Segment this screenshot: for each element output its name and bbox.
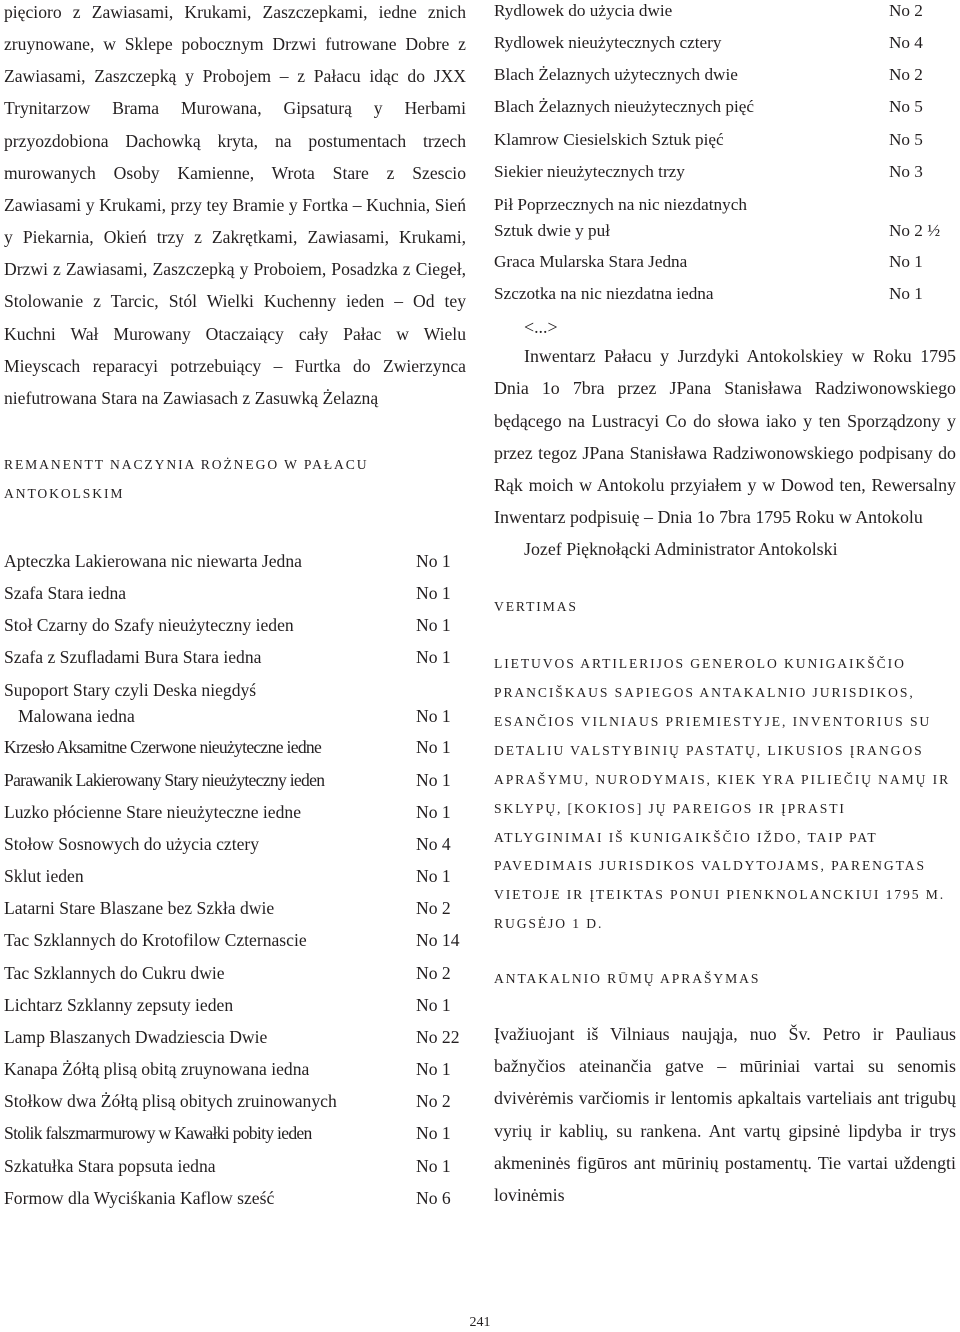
item-qty: No 14 xyxy=(416,930,460,951)
list-item xyxy=(4,731,466,763)
inventory-list xyxy=(4,545,466,1214)
item-name: Latarni Stare Blaszane bez Szkła dwie xyxy=(4,898,275,919)
item-name: Szafa z Szufladami Bura Stara iedna xyxy=(4,647,262,668)
item-qty: No 2 xyxy=(416,1091,451,1112)
item-name-line1: Supoport Stary czyli Deska niegdyś xyxy=(4,680,257,701)
item-qty: No 22 xyxy=(416,1026,460,1047)
item-name xyxy=(494,192,889,244)
item-qty: No 1 xyxy=(416,1059,451,1080)
list-item xyxy=(494,0,956,27)
item-qty: No 1 xyxy=(416,706,451,727)
item-qty: No 3 xyxy=(889,161,923,181)
item-qty: No 1 xyxy=(416,647,451,668)
item-name: Siekier nieużytecznych trzy xyxy=(494,161,685,181)
list-item xyxy=(4,828,466,860)
item-qty: No 2 xyxy=(889,65,923,85)
lithuanian-paragraph: Įvažiuojant iš Vilniaus naująja, nuo Šv. Petro ir Pauliaus bažnyčios ateinančia gatve – mūriniai vartai su senomis dvivėrėmis varčiomis ir lentomis apkaltais varteliais ant trigubų vyrių ir kablių, su rankena. Ant vartų gipsinė lipdyba ir trys akmeninės figūros ant mūrinių postamentų. Tie vartai uždengti lovinėmis xyxy=(494,1024,956,1205)
list-item xyxy=(4,924,466,956)
page-number: 241 xyxy=(469,1315,491,1330)
item-name: Apteczka Lakierowana nic niewarta Jedna xyxy=(4,550,302,571)
list-item xyxy=(4,1182,466,1214)
list-item xyxy=(4,545,466,577)
item-name: Stołkow dwa Żółtą plisą obitych zruinowanych xyxy=(4,1091,337,1112)
list-item xyxy=(4,957,466,989)
item-name: Blach Żelaznych użytecznych dwie xyxy=(494,65,738,85)
list-item xyxy=(4,609,466,641)
list-item xyxy=(4,1117,466,1149)
item-name-line2: Malowana iedna xyxy=(18,706,135,727)
translation-heading: VERTIMAS xyxy=(494,599,578,615)
list-item xyxy=(4,1053,466,1085)
list-item xyxy=(4,796,466,828)
list-item xyxy=(4,641,466,673)
list-item xyxy=(494,278,956,310)
list-item xyxy=(494,156,956,188)
inventory-heading: REMANENTT NACZYNIA ROŻNEGO W PAŁACU ANTOKOLSKIM xyxy=(4,457,369,501)
item-name: Lamp Blaszanych Dwadziescia Dwie xyxy=(4,1026,268,1047)
item-name-line1: Pił Poprzecznych na nic niezdatnych xyxy=(494,194,747,214)
item-name: Klamrow Ciesielskich Sztuk pięć xyxy=(494,129,724,149)
item-name: Blach Żelaznych nieużytecznych pięć xyxy=(494,97,755,117)
item-qty: No 5 xyxy=(889,129,923,149)
list-item xyxy=(4,577,466,609)
item-qty: No 2 xyxy=(416,962,451,983)
signature-line: Jozef Pięknołącki Administrator Antokolski xyxy=(524,539,838,560)
inventory-list-continued xyxy=(494,0,956,310)
list-item xyxy=(4,989,466,1021)
item-name: Rydlowek nieużytecznych cztery xyxy=(494,33,722,53)
item-qty: No 4 xyxy=(416,833,451,854)
item-qty: No 1 xyxy=(416,550,451,571)
item-name: Graca Mularska Stara Jedna xyxy=(494,251,688,271)
item-qty: No 1 xyxy=(416,737,451,758)
item-qty: No 1 xyxy=(416,769,451,790)
item-name: Kanapa Żółtą plisą obitą zruynowana iedna xyxy=(4,1059,310,1080)
list-item xyxy=(4,1150,466,1182)
list-item xyxy=(494,192,956,244)
list-item xyxy=(494,59,956,91)
item-qty: No 5 xyxy=(889,97,923,117)
item-qty: No 1 xyxy=(416,866,451,887)
item-qty: No 1 xyxy=(416,801,451,822)
item-name: Krzesło Aksamitne Czerwone nieużyteczne iedne xyxy=(4,737,322,758)
item-name: Parawanik Lakierowany Stary nieużyteczny ieden xyxy=(4,769,325,790)
item-qty: No 1 xyxy=(416,994,451,1015)
lithuanian-title-heading: LIETUVOS ARTILERIJOS GENEROLO KUNIGAIKŠČIO PRANCIŠKAUS SAPIEGOS ANTAKALNIO JURISDIKOS, ESANČIOS VILNIAUS PRIEMIESTYJE, INVENTORIUS SU DETALIU VALSTYBINIŲ PASTATŲ, LIKUSIOS ĮRANGOS APRAŠYMU, NURODYMAIS, KIEK YRA PILIEČIŲ NAMŲ IR SKLYPŲ, [KOKIOS] JŲ PAREIGOS IR ĮPRASTI ATLYGINIMAI IŠ KUNIGAIKŠČIO IŽDO, TAIP PAT PAVEDIMAIS JURISDIKOS VALDYTOJAMS, PARENGTAS VIETOJE IR ĮTEIKTAS PONUI PIENKNOLANCKIUI 1795 M. RUGSĖJO 1 D. xyxy=(494,656,951,932)
item-name: Stołow Sosnowych do użycia cztery xyxy=(4,833,260,854)
item-qty: No 1 xyxy=(889,284,923,304)
item-name: Luzko płócienne Stare nieużyteczne iedne xyxy=(4,801,301,822)
list-item xyxy=(494,91,956,123)
list-item xyxy=(4,764,466,796)
right-column xyxy=(494,0,956,1211)
item-qty: No 1 xyxy=(416,615,451,636)
item-name: Lichtarz Szklanny zepsuty ieden xyxy=(4,994,234,1015)
left-column xyxy=(4,0,466,1214)
item-qty: No 2 xyxy=(889,1,923,20)
list-item xyxy=(494,27,956,59)
list-item xyxy=(4,892,466,924)
elision-mark: <...> xyxy=(524,317,558,338)
intro-paragraph: pięcioro z Zawiasami, Krukami, Zaszczepkami, iedne znich zruynowane, w Sklepe pobocznym Drzwi futrowane Dobre z Zawiasami, Zaszczepką y Probojem – z Pałacu idąc do JXX Trynitarzow Brama Murowana, Gipsaturą y Herbami przyozdobiona Dachowką kryta, na postumentach trzech murowanych Osoby Kamienne, Wrota Stare z Szescio Zawiasami y Krukami, przy tey Bramie y Fortka – Kuchnia, Sień y Piekarnia, Okień trzy z Zakrętkami, Zawiasami, Krukami, Drzwi z Zawiasami, Zaszczepką y Proboiem, Posadzka z Ciegeł, Stolowanie z Tarcic, Stól Wielki Kuchenny ieden – Od tey Kuchni Wał Murowany Otaczaiący cały Pałac w Wielu Mieyscach reparacyi potrzebuiący – Furtka do Zwierzynca niefutrowana Stara na Zawiasach z Zasuwką Żelazną xyxy=(4,2,466,408)
list-item xyxy=(4,1085,466,1117)
item-qty: No 1 xyxy=(416,583,451,603)
item-name: Stolik falszmarmurowy w Kawałki pobity ieden xyxy=(4,1123,312,1144)
item-name: Sklut ieden xyxy=(4,866,84,887)
item-name: Tac Szklannych do Krotofilow Czternascie xyxy=(4,930,307,951)
list-item xyxy=(494,246,956,278)
item-qty: No 4 xyxy=(889,33,923,53)
palace-description-heading: ANTAKALNIO RŪMŲ APRAŠYMAS xyxy=(494,971,761,987)
item-name: Szkatułka Stara popsuta iedna xyxy=(4,1155,216,1176)
item-qty: No 1 xyxy=(416,1155,451,1176)
item-qty: No 1 xyxy=(889,251,923,271)
item-name: Rydlowek do użycia dwie xyxy=(494,1,673,20)
item-qty: No 6 xyxy=(416,1187,451,1208)
item-qty: No 2 xyxy=(416,898,451,919)
item-name xyxy=(4,677,416,729)
item-name: Szczotka na nic niezdatna iedna xyxy=(494,284,714,304)
item-qty: No 1 xyxy=(416,1123,451,1144)
item-name: Tac Szklannych do Cukru dwie xyxy=(4,962,225,983)
item-name: Stoł Czarny do Szafy nieużyteczny ieden xyxy=(4,615,294,636)
list-item xyxy=(4,860,466,892)
inventory-acceptance-paragraph: Inwentarz Pałacu y Jurzdyki Antokolskiey w Roku 1795 Dnia 1o 7bra przez JPana Stanisława Radziwonowskiego będącego na Lustracyi Co do słowa iako y ten Sporządzony y przez tegoz JPana Stanisława Radziwonowskiego podpisany do Rąk moich w Antokolu przyiałem y w Dowod ten, Rewersalny Inwentarz podpisuię – Dnia 1o 7bra 1795 Roku w Antokolu xyxy=(494,346,956,528)
item-qty: No 2 ½ xyxy=(889,220,941,240)
list-item xyxy=(4,677,466,729)
item-name-line2: Sztuk dwie y puł xyxy=(494,220,611,240)
list-item xyxy=(4,1021,466,1053)
item-name: Formow dla Wyciśkania Kaflow sześć xyxy=(4,1187,275,1208)
list-item xyxy=(494,124,956,156)
item-name: Szafa Stara iedna xyxy=(4,583,127,603)
